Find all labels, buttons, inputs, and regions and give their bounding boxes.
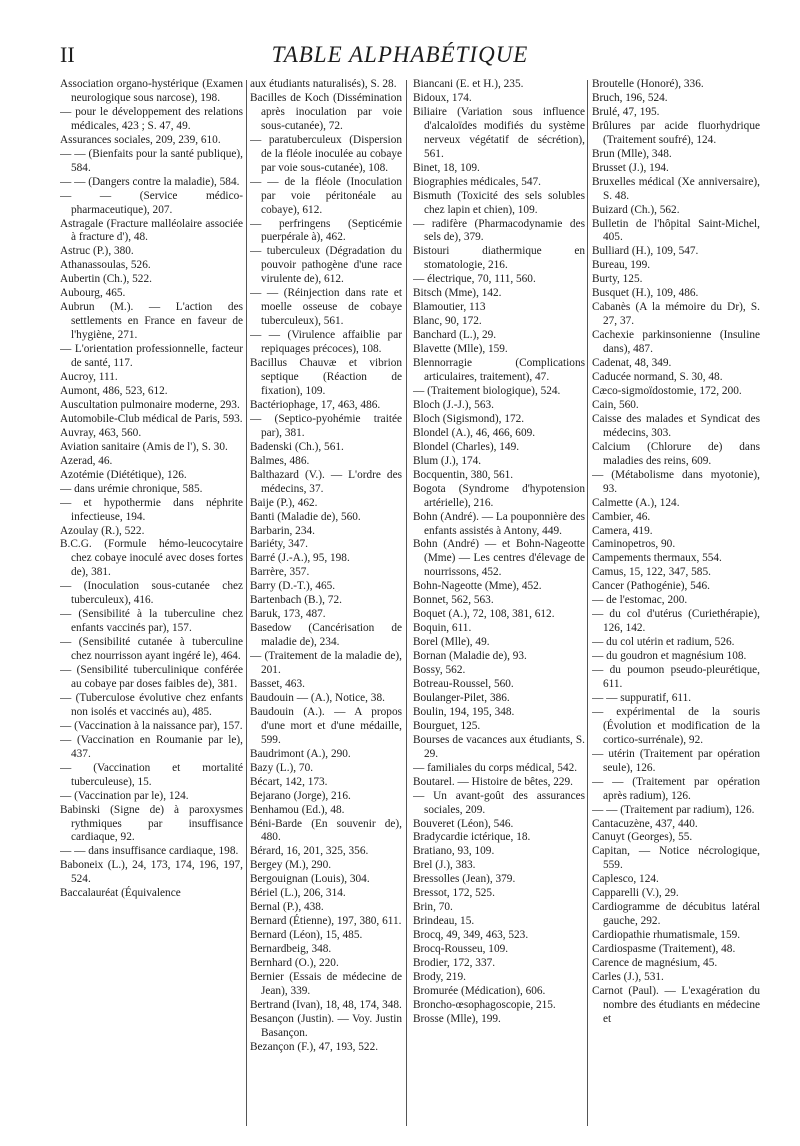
index-entry: Bratiano, 93, 109. bbox=[413, 845, 495, 858]
index-entry: Bernardbeig, 348. bbox=[250, 943, 332, 956]
index-entry: — (Septico-pyohémie traitée par), 381. bbox=[250, 412, 402, 439]
index-entry: Cardiogramme de décubitus latéral gauche, 292. bbox=[592, 901, 760, 928]
index-entry: Biliaire (Variation sous influence d'alcaloïdes modifiés du système nerveux végétatif de sécrétion), 561. bbox=[413, 105, 585, 160]
index-entry: Basedow (Cancérisation de maladie de), 234. bbox=[250, 622, 402, 649]
index-entry: Cardiopathie rhumatismale, 159. bbox=[592, 929, 741, 942]
index-entry: Bradycardie ictérique, 18. bbox=[413, 831, 531, 844]
index-entry: Bergouignan (Louis), 304. bbox=[250, 873, 370, 886]
index-entry: Banchard (L.), 29. bbox=[413, 329, 497, 342]
column-divider bbox=[587, 80, 588, 1126]
index-entry: Carles (J.), 531. bbox=[592, 971, 664, 983]
index-entry: Bernal (P.), 438. bbox=[250, 901, 324, 914]
index-entry: Botreau-Roussel, 560. bbox=[413, 677, 514, 690]
index-entry: Busquet (H.), 109, 486. bbox=[592, 287, 699, 300]
index-entry: Bressolles (Jean), 379. bbox=[413, 873, 516, 886]
index-entry: Brulé, 47, 195. bbox=[592, 105, 660, 118]
index-entry: Brindeau, 15. bbox=[413, 915, 475, 928]
index-entry: — familiales du corps médical, 542. bbox=[413, 761, 578, 774]
index-entry: — expérimental de la souris (Évolution et modification de la cortico-surrénale), 92. bbox=[592, 705, 760, 746]
index-entry: — (Inoculation sous-cutanée chez tuberculeux), 416. bbox=[60, 580, 243, 607]
index-entry: Barbarin, 234. bbox=[250, 524, 315, 537]
index-entry: — (Vaccination par le), 124. bbox=[60, 789, 189, 802]
index-entry: Biographies médicales, 547. bbox=[413, 175, 542, 188]
index-entry: — du col d'utérus (Curiethérapie), 126, 142. bbox=[592, 608, 760, 635]
index-entry: Caminopetros, 90. bbox=[592, 538, 676, 551]
index-entry: Bernhard (O.), 220. bbox=[250, 957, 339, 970]
index-entry: Azerad, 46. bbox=[60, 454, 113, 467]
index-entry: — — de la fléole (Inoculation par voie péritonéale au cobaye), 612. bbox=[250, 175, 402, 216]
index-entry: Blamoutier, 113 bbox=[413, 301, 486, 314]
index-entry: Bériel (L.), 206, 314. bbox=[250, 887, 346, 900]
index-entry: Bossy, 562. bbox=[413, 664, 466, 677]
index-entry: — (Vaccination à la naissance par), 157. bbox=[60, 719, 243, 732]
index-entry: — paratuberculeux (Dispersion de la fléole inoculée au cobaye par voie sous-cutanée), 108. bbox=[250, 133, 402, 174]
index-entry: Blennorragie (Complications articulaires, traitement), 47. bbox=[413, 357, 585, 384]
index-entry: Bidoux, 174. bbox=[413, 91, 472, 104]
index-entry: — — (Bienfaits pour la santé publique), 584. bbox=[60, 147, 243, 174]
index-entry: Biancani (E. et H.), 235. bbox=[413, 78, 524, 90]
index-entry: Bruch, 196, 524. bbox=[592, 91, 668, 104]
index-entry: Astruc (P.), 380. bbox=[60, 245, 134, 258]
index-entry: Barré (J.-A.), 95, 198. bbox=[250, 552, 350, 565]
page-number: II bbox=[60, 42, 75, 67]
index-entry: — — (Traitement par opération après radium), 126. bbox=[592, 775, 760, 802]
index-entry: Brûlures par acide fluorhydrique (Traitement soufré), 124. bbox=[592, 119, 760, 146]
index-entry: Brody, 219. bbox=[413, 971, 466, 983]
index-entry: Béni-Barde (En souvenir de), 480. bbox=[250, 817, 402, 844]
index-entry: — — (Dangers contre la maladie), 584. bbox=[60, 175, 240, 188]
index-entry: Bezançon (F.), 47, 193, 522. bbox=[250, 1040, 379, 1053]
index-entry: Bitsch (Mme), 142. bbox=[413, 287, 502, 300]
index-entry: Brel (J.), 383. bbox=[413, 859, 476, 872]
index-entry: Bouveret (Léon), 546. bbox=[413, 817, 514, 830]
index-entry: Bejarano (Jorge), 216. bbox=[250, 789, 351, 802]
index-entry: — tuberculeux (Dégradation du pouvoir pathogène d'une race virulente de), 612. bbox=[250, 245, 402, 286]
index-entry: Brosse (Mlle), 199. bbox=[413, 1012, 501, 1025]
index-entry: — (Traitement biologique), 524. bbox=[413, 384, 561, 397]
index-entry: Cardiospasme (Traitement), 48. bbox=[592, 943, 736, 956]
index-entry: Bacillus Chauvæ et vibrion septique (Réaction de fixation), 109. bbox=[250, 357, 402, 397]
index-entry: Bornan (Maladie de), 93. bbox=[413, 650, 527, 663]
index-entry: Baudrimont (A.), 290. bbox=[250, 747, 351, 760]
index-entry: — (Sensibilité à la tuberculine chez enfants vaccinés par), 157. bbox=[60, 608, 243, 635]
index-entry: Cadenat, 48, 349. bbox=[592, 357, 672, 370]
index-entry: Bloch (Sigismond), 172. bbox=[413, 412, 525, 425]
index-entry: Aubrun (M.). — L'action des settlements en France en faveur de l'hygiène, 271. bbox=[60, 301, 243, 342]
index-entry: — — (Service médico-pharmaceutique), 207. bbox=[60, 189, 243, 216]
index-entry: — — (Réinjection dans rate et moelle osseuse de cobaye tuberculeux), 561. bbox=[250, 287, 402, 328]
index-entry: Cæco-sigmoïdostomie, 172, 200. bbox=[592, 384, 742, 397]
index-entry: Caplesco, 124. bbox=[592, 873, 659, 886]
index-entry: Babinski (Signe de) à paroxysmes rythmiques par insuffisance cardiaque, 92. bbox=[60, 803, 243, 844]
index-entry: Capitan, — Notice nécrologique, 559. bbox=[592, 845, 760, 872]
index-entry: Caducée normand, S. 30, 48. bbox=[592, 371, 723, 384]
index-entry: Bloch (J.-J.), 563. bbox=[413, 398, 494, 411]
index-entry: Campements thermaux, 554. bbox=[592, 552, 722, 565]
index-entry: Baboneix (L.), 24, 173, 174, 196, 197, 524. bbox=[60, 859, 243, 886]
index-entry: Athanassoulas, 526. bbox=[60, 259, 151, 272]
index-entry: Barrère, 357. bbox=[250, 566, 310, 579]
index-entry: Brusset (J.), 194. bbox=[592, 161, 669, 174]
column-divider bbox=[406, 80, 407, 1126]
index-entry: Bismuth (Toxicité des sels solubles chez lapin et chien), 109. bbox=[413, 189, 585, 216]
index-entry: — électrique, 70, 111, 560. bbox=[413, 273, 536, 286]
index-entry: Bactériophage, 17, 463, 486. bbox=[250, 398, 381, 411]
index-column-3 bbox=[413, 78, 585, 1128]
index-entry: Aubourg, 465. bbox=[60, 287, 126, 300]
index-entry: Azotémie (Diététique), 126. bbox=[60, 468, 187, 481]
index-entry: Borel (Mlle), 49. bbox=[413, 636, 490, 649]
index-entry: Burty, 125. bbox=[592, 273, 643, 286]
index-entry: Barry (D.-T.), 465. bbox=[250, 580, 336, 593]
index-entry: Cambier, 46. bbox=[592, 510, 651, 523]
index-entry: aux étudiants naturalisés), S. 28. bbox=[250, 78, 397, 90]
index-entry: Bourguet, 125. bbox=[413, 719, 481, 732]
index-entry: Buizard (Ch.), 562. bbox=[592, 203, 680, 216]
index-entry: Baudouin — (A.), Notice, 38. bbox=[250, 691, 385, 704]
index-entry: — (Traitement de la maladie de), 201. bbox=[250, 650, 402, 677]
index-entry: Bourses de vacances aux étudiants, S. 29. bbox=[413, 733, 585, 760]
index-entry: Blondel (A.), 46, 466, 609. bbox=[413, 426, 536, 439]
index-entry: Bromurée (Médication), 606. bbox=[413, 984, 546, 997]
index-entry: Bazy (L.), 70. bbox=[250, 761, 314, 774]
index-entry: Caisse des malades et Syndicat des médecins, 303. bbox=[592, 412, 760, 439]
index-entry: — Un avant-goût des assurances sociales, 209. bbox=[413, 789, 585, 816]
index-entry: — L'orientation professionnelle, facteur de santé, 117. bbox=[60, 343, 243, 370]
index-entry: Bernard (Léon), 15, 485. bbox=[250, 929, 363, 942]
index-entry: Badenski (Ch.), 561. bbox=[250, 440, 344, 453]
index-entry: Cantacuzène, 437, 440. bbox=[592, 817, 698, 830]
index-entry: — (Tuberculose évolutive chez enfants non isolés et vaccinés au), 485. bbox=[60, 691, 243, 718]
index-entry: Brocq, 49, 349, 463, 523. bbox=[413, 929, 529, 942]
index-entry: Cancer (Pathogénie), 546. bbox=[592, 580, 710, 593]
index-entry: Bergey (M.), 290. bbox=[250, 859, 332, 872]
index-entry: — de l'estomac, 200. bbox=[592, 594, 688, 607]
index-entry: — dans urémie chronique, 585. bbox=[60, 482, 203, 495]
index-entry: Broutelle (Honoré), 336. bbox=[592, 78, 704, 90]
index-entry: Bogota (Syndrome d'hypotension artérielle), 216. bbox=[413, 482, 585, 509]
index-entry: — radifère (Pharmacodynamie des sels de), 379. bbox=[413, 217, 585, 244]
index-entry: Brocq-Rousseu, 109. bbox=[413, 943, 509, 956]
index-entry: — utérin (Traitement par opération seule), 126. bbox=[592, 747, 760, 774]
index-entry: B.C.G. (Formule hémo-leucocytaire chez cobaye inoculé avec doses fortes de), 381. bbox=[60, 538, 243, 579]
index-entry: Bocquentin, 380, 561. bbox=[413, 468, 514, 481]
index-entry: Blanc, 90, 172. bbox=[413, 315, 482, 328]
page-title: TABLE ALPHABÉTIQUE bbox=[271, 42, 529, 67]
index-entry: Broncho-œsophagoscopie, 215. bbox=[413, 998, 556, 1011]
index-entry: Baruk, 173, 487. bbox=[250, 608, 326, 621]
index-entry: Besançon (Justin). — Voy. Justin Basançon. bbox=[250, 1012, 402, 1039]
index-entry: Bruxelles médical (Xe anniversaire), S. 48. bbox=[592, 175, 760, 202]
index-entry: Baccalauréat (Équivalence bbox=[60, 887, 181, 900]
index-entry: Balmes, 486. bbox=[250, 454, 310, 467]
index-entry: Boquet (A.), 72, 108, 381, 612. bbox=[413, 608, 555, 621]
index-entry: — (Sensibilité tuberculinique conférée au cobaye par doses faibles de), 381. bbox=[60, 664, 243, 690]
index-entry: — — suppuratif, 611. bbox=[592, 691, 692, 704]
index-entry: Bohn-Nageotte (Mme), 452. bbox=[413, 580, 542, 593]
index-entry: Camera, 419. bbox=[592, 524, 653, 537]
index-entry: — pour le développement des relations médicales, 423 ; S. 47, 49. bbox=[60, 105, 243, 132]
index-entry: Astragale (Fracture malléolaire associée à fracture d'), 48. bbox=[60, 217, 243, 244]
index-entry: Brin, 70. bbox=[413, 901, 453, 914]
index-entry: — perfringens (Septicémie puerpérale à), 462. bbox=[250, 217, 402, 244]
index-entry: Benhamou (Ed.), 48. bbox=[250, 803, 345, 816]
index-entry: Canuyt (Georges), 55. bbox=[592, 831, 693, 844]
index-entry: Baije (P.), 462. bbox=[250, 496, 318, 509]
index-entry: Banti (Maladie de), 560. bbox=[250, 510, 361, 523]
index-entry: Cachexie parkinsonienne (Insuline dans), 487. bbox=[592, 329, 760, 356]
index-entry: — (Sensibilité cutanée à tuberculine chez nourrisson ayant ingéré le), 464. bbox=[60, 636, 243, 663]
index-entry: Baudouin (A.). — A propos d'une mort et d'une médaille, 599. bbox=[250, 705, 402, 746]
index-entry: Aucroy, 111. bbox=[60, 371, 118, 384]
index-entry: Boutarel. — Histoire de bêtes, 229. bbox=[413, 775, 574, 788]
index-entry: Brun (Mlle), 348. bbox=[592, 147, 672, 160]
index-entry: Calmette (A.), 124. bbox=[592, 496, 680, 509]
index-entry: Boulin, 194, 195, 348. bbox=[413, 705, 515, 718]
index-entry: — (Vaccination en Roumanie par le), 437. bbox=[60, 733, 243, 760]
index-entry: Bartenbach (B.), 72. bbox=[250, 594, 342, 607]
index-entry: Bressot, 172, 525. bbox=[413, 887, 495, 900]
index-entry: Automobile-Club médical de Paris, 593. bbox=[60, 412, 243, 425]
index-entry: Bernard (Étienne), 197, 380, 611. bbox=[250, 915, 402, 928]
index-entry: — du col utérin et radium, 526. bbox=[592, 636, 735, 649]
index-entry: — et hypothermie dans néphrite infectieuse, 194. bbox=[60, 496, 243, 523]
index-entry: Aviation sanitaire (Amis de l'), S. 30. bbox=[60, 440, 228, 453]
index-entry: Assurances sociales, 209, 239, 610. bbox=[60, 133, 221, 146]
index-entry: Blondel (Charles), 149. bbox=[413, 440, 520, 453]
index-column-1 bbox=[60, 78, 243, 1128]
index-entry: — (Vaccination et mortalité tuberculeuse), 15. bbox=[60, 761, 243, 788]
index-column-4 bbox=[592, 78, 760, 1128]
index-entry: Boquin, 611. bbox=[413, 622, 472, 635]
index-entry: — — (Traitement par radium), 126. bbox=[592, 803, 755, 816]
index-entry: Capparelli (V.), 29. bbox=[592, 887, 679, 900]
index-entry: Auvray, 463, 560. bbox=[60, 426, 142, 439]
index-entry: Bacilles de Koch (Dissémination après inoculation par voie sous-cutanée), 72. bbox=[250, 91, 402, 132]
index-entry: Bernier (Essais de médecine de Jean), 339. bbox=[250, 971, 402, 997]
index-entry: Auscultation pulmonaire moderne, 293. bbox=[60, 398, 240, 411]
index-entry: Aumont, 486, 523, 612. bbox=[60, 384, 168, 397]
index-entry: — du goudron et magnésium 108. bbox=[592, 650, 747, 663]
index-entry: Bohn (André) — et Bohn-Nageotte (Mme) — Les centres d'élevage de nourrissons, 452. bbox=[413, 538, 585, 579]
index-entry: Bohn (André). — La pouponnière des enfants assistés à Antony, 449. bbox=[413, 510, 585, 537]
index-entry: Binet, 18, 109. bbox=[413, 161, 480, 174]
index-entry: Cabanès (A la mémoire du Dr), S. 27, 37. bbox=[592, 301, 760, 328]
index-entry: Calcium (Chlorure de) dans maladies des reins, 609. bbox=[592, 440, 760, 467]
column-divider bbox=[246, 80, 247, 1126]
index-entry: Bureau, 199. bbox=[592, 259, 651, 272]
index-entry: Bonnet, 562, 563. bbox=[413, 594, 494, 607]
index-entry: Brodier, 172, 337. bbox=[413, 957, 496, 970]
index-entry: Bertrand (Ivan), 18, 48, 174, 348. bbox=[250, 998, 402, 1011]
index-entry: — (Métabolisme dans myotonie), 93. bbox=[592, 468, 760, 495]
index-entry: Basset, 463. bbox=[250, 677, 305, 690]
index-entry: — — (Virulence affaiblie par repiquages précoces), 108. bbox=[250, 329, 402, 356]
index-entry: Association organo-hystérique (Examen neurologique sous narcose), 198. bbox=[60, 78, 243, 104]
index-entry: Bérard, 16, 201, 325, 356. bbox=[250, 845, 369, 858]
index-entry: Azoulay (R.), 522. bbox=[60, 524, 145, 537]
index-entry: Aubertin (Ch.), 522. bbox=[60, 273, 152, 286]
index-entry: Blavette (Mlle), 159. bbox=[413, 343, 508, 356]
index-entry: Carence de magnésium, 45. bbox=[592, 957, 718, 970]
index-entry: Balthazard (V.). — L'ordre des médecins, 37. bbox=[250, 468, 402, 495]
index-entry: Boulanger-Pilet, 386. bbox=[413, 691, 510, 704]
index-column-2 bbox=[250, 78, 402, 1128]
index-entry: Blum (J.), 174. bbox=[413, 454, 482, 467]
index-entry: — — dans insuffisance cardiaque, 198. bbox=[60, 845, 239, 858]
index-entry: Bulliard (H.), 109, 547. bbox=[592, 245, 699, 258]
index-entry: Cain, 560. bbox=[592, 398, 639, 411]
index-entry: Bariéty, 347. bbox=[250, 538, 308, 551]
index-entry: — du poumon pseudo-pleurétique, 611. bbox=[592, 664, 760, 690]
index-entry: Bistouri diathermique en stomatologie, 216. bbox=[413, 245, 585, 272]
index-entry: Camus, 15, 122, 347, 585. bbox=[592, 566, 711, 579]
index-entry: Bulletin de l'hôpital Saint-Michel, 405. bbox=[592, 217, 760, 244]
index-entry: Bécart, 142, 173. bbox=[250, 775, 328, 788]
index-entry: Carnot (Paul). — L'exagération du nombre des étudiants en médecine et bbox=[592, 984, 760, 1025]
